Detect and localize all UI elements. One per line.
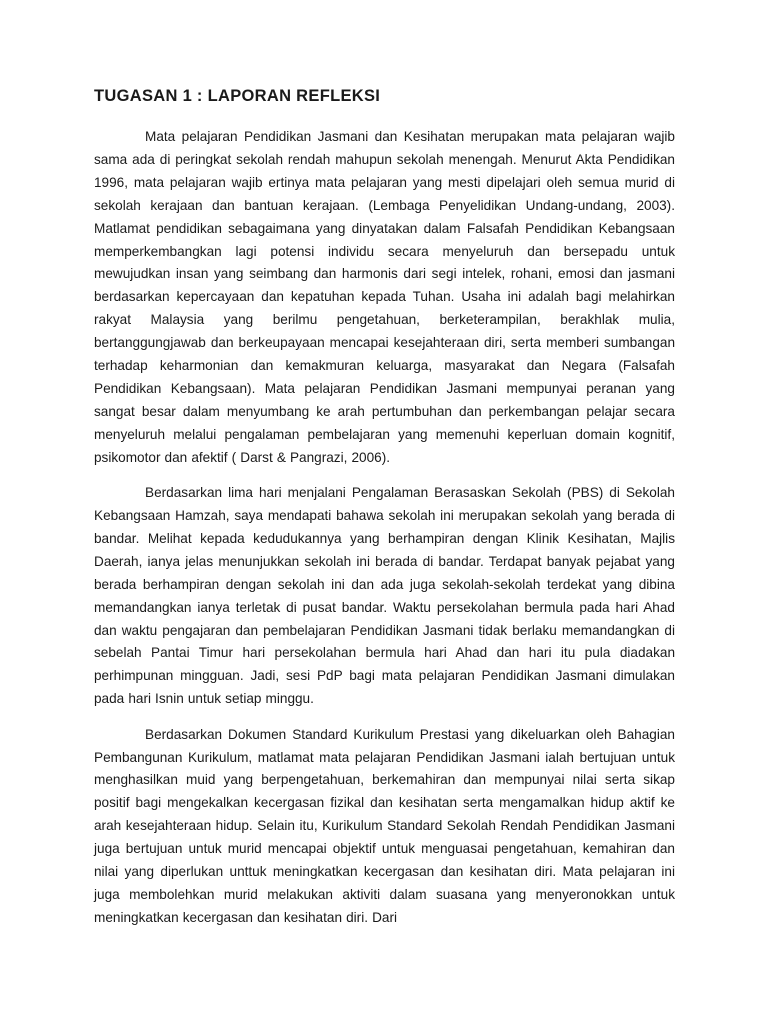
- paragraph-3: Berdasarkan Dokumen Standard Kurikulum Prestasi yang dikeluarkan oleh Bahagian Pembangunan Kurikulum, matlamat mata pelajaran Pendidikan Jasmani ialah bertujuan untuk menghasilkan muid yang berpengetahuan, berkemahiran dan mempunyai nilai serta sikap positif bagi mengekalkan kecergasan fizikal dan kesihatan serta mengamalkan hidup aktif ke arah kesejahteraan hidup. Selain itu, Kurikulum Standard Sekolah Rendah Pendidikan Jasmani juga bertujuan untuk murid mencapai objektif untuk menguasai pengetahuan, kemahiran dan nilai yang diperlukan unttuk meningkatkan kecergasan dan kesihatan diri. Mata pelajaran ini juga membolehkan murid melakukan aktiviti dalam suasana yang menyeronokkan untuk meningkatkan kecergasan dan kesihatan diri. Dari: [94, 726, 675, 925]
- document-page: [94, 84, 675, 942]
- paragraph-1: Mata pelajaran Pendidikan Jasmani dan Kesihatan merupakan mata pelajaran wajib sama ada di peringkat sekolah rendah mahupun sekolah menengah. Menurut Akta Pendidikan 1996, mata pelajaran wajib ertinya mata pelajaran yang mesti dipelajari oleh semua murid di sekolah kerajaan dan bantuan kerajaan. (Lembaga Penyelidikan Undang-undang, 2003). Matlamat pendidikan sebagaimana yang dinyatakan dalam Falsafah Pendidikan Kebangsaan memperkembangkan lagi potensi individu secara menyeluruh dan bersepadu untuk mewujudkan insan yang seimbang dan harmonis dari segi intelek, rohani, emosi dan jasmani berdasarkan kepercayaan dan kepatuhan kepada Tuhan. Usaha ini adalah bagi melahirkan rakyat Malaysia yang berilmu pengetahuan, berketerampilan, berakhlak mulia, bertanggungjawab dan berkeupayaan mencapai kesejahteraan diri, serta memberi sumbangan terhadap keharmonian dan kemakmuran keluarga, masyarakat dan Negara (Falsafah Pendidikan Kebangsaan). Mata pelajaran Pendidikan Jasmani mempunyai peranan yang sangat besar dalam menyumbang ke arah pertumbuhan dan perkembangan pelajar secara menyeluruh melalui pengalaman pembelajaran yang memenuhi keperluan domain kognitif, psikomotor dan afektif ( Darst & Pangrazi, 2006).: [94, 129, 675, 465]
- document-title: TUGASAN 1 : LAPORAN REFLEKSI: [94, 87, 381, 105]
- paragraph-2: Berdasarkan lima hari menjalani Pengalaman Berasaskan Sekolah (PBS) di Sekolah Kebangsaan Hamzah, saya mendapati bahawa sekolah ini merupakan sekolah yang berada di bandar. Melihat kepada kedudukannya yang berhampiran dengan Klinik Kesihatan, Majlis Daerah, ianya jelas menunjukkan sekolah ini berada di bandar. Terdapat banyak pejabat yang berada berhampiran dengan sekolah ini dan ada juga sekolah-sekolah terdekat yang dibina memandangkan ianya terletak di pusat bandar. Waktu persekolahan bermula pada hari Ahad dan waktu pengajaran dan pembelajaran Pendidikan Jasmani tidak berlaku memandangkan di sebelah Pantai Timur hari persekolahan bermula hari Ahad dan hari itu pula diadakan perhimpunan mingguan. Jadi, sesi PdP bagi mata pelajaran Pendidikan Jasmani dimulakan pada hari Isnin untuk setiap minggu.: [94, 485, 675, 707]
